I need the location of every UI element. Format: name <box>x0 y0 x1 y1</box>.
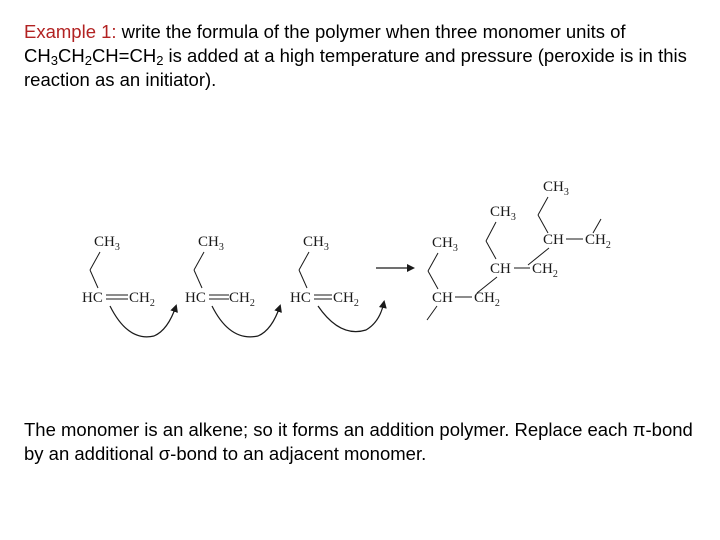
product-polymer <box>427 179 611 320</box>
monomer-2-ch2: $CH_2$ <box>229 290 255 309</box>
product-ch2-middle: $CH_2$ <box>532 261 558 280</box>
monomer-3-hc: HC <box>290 290 311 306</box>
product-ch-bottom: CH <box>432 290 453 306</box>
product-chain-end-top <box>593 219 601 233</box>
monomer-3-bond-up <box>299 252 309 270</box>
heading-sub-2b: 2 <box>156 53 164 68</box>
product-ch-middle: CH <box>490 261 511 277</box>
monomer-1-methyl: $CH_3$ <box>94 234 120 253</box>
monomer-2-bond-up <box>194 252 204 270</box>
monomer-2 <box>185 234 280 337</box>
monomer-3 <box>290 234 384 332</box>
heading-sub-2a: 2 <box>84 53 92 68</box>
product-bond-top-1 <box>538 197 548 215</box>
product-bond-mid-1 <box>486 222 496 241</box>
product-bond-mid-2 <box>486 241 496 259</box>
product-ch2-top: $CH_2$ <box>585 232 611 251</box>
product-methyl-bottom: $CH_3$ <box>432 235 458 254</box>
heading-sub-3: 3 <box>50 53 58 68</box>
monomer-1-ch2: $CH_2$ <box>129 290 155 309</box>
monomer-3-bond-down <box>299 270 307 288</box>
explanation-text: The monomer is an alkene; so it forms an addition polymer. Replace each π-bond by an additional σ-bond to an adjacent monomer. <box>24 419 693 464</box>
monomer-1 <box>82 234 176 337</box>
product-methyl-middle: $CH_3$ <box>490 204 516 223</box>
monomer-1-bond-down <box>90 270 98 288</box>
product-bond-top-2 <box>538 215 548 233</box>
product-bond-bot-2 <box>428 271 438 289</box>
monomer-2-hc: HC <box>185 290 206 306</box>
product-ch-top: CH <box>543 232 564 248</box>
heading-text-2: CH <box>57 45 85 66</box>
monomer-3-electron-arrow <box>318 302 384 332</box>
heading-text-1: write the formula of the polymer when three monomer units of CH <box>24 21 626 66</box>
monomer-2-methyl: $CH_3$ <box>198 234 224 253</box>
product-bond-bot-1 <box>428 253 438 271</box>
product-chain-end-bottom <box>427 306 437 320</box>
heading-text-4: is added at a high temperature and pressure (peroxide is in this reaction as an initiator). <box>24 45 687 90</box>
monomer-3-methyl: $CH_3$ <box>303 234 329 253</box>
heading-text-3: CH=CH <box>91 45 157 66</box>
product-methyl-top: $CH_3$ <box>543 179 569 198</box>
monomer-1-bond-up <box>90 252 100 270</box>
monomer-2-bond-down <box>194 270 202 288</box>
monomer-3-ch2: $CH_2$ <box>333 290 359 309</box>
monomer-1-hc: HC <box>82 290 103 306</box>
product-ch2-bottom: $CH_2$ <box>474 290 500 309</box>
monomer-2-electron-arrow <box>212 306 280 337</box>
example-label: Example 1: <box>24 21 117 42</box>
monomer-1-electron-arrow <box>110 306 176 337</box>
